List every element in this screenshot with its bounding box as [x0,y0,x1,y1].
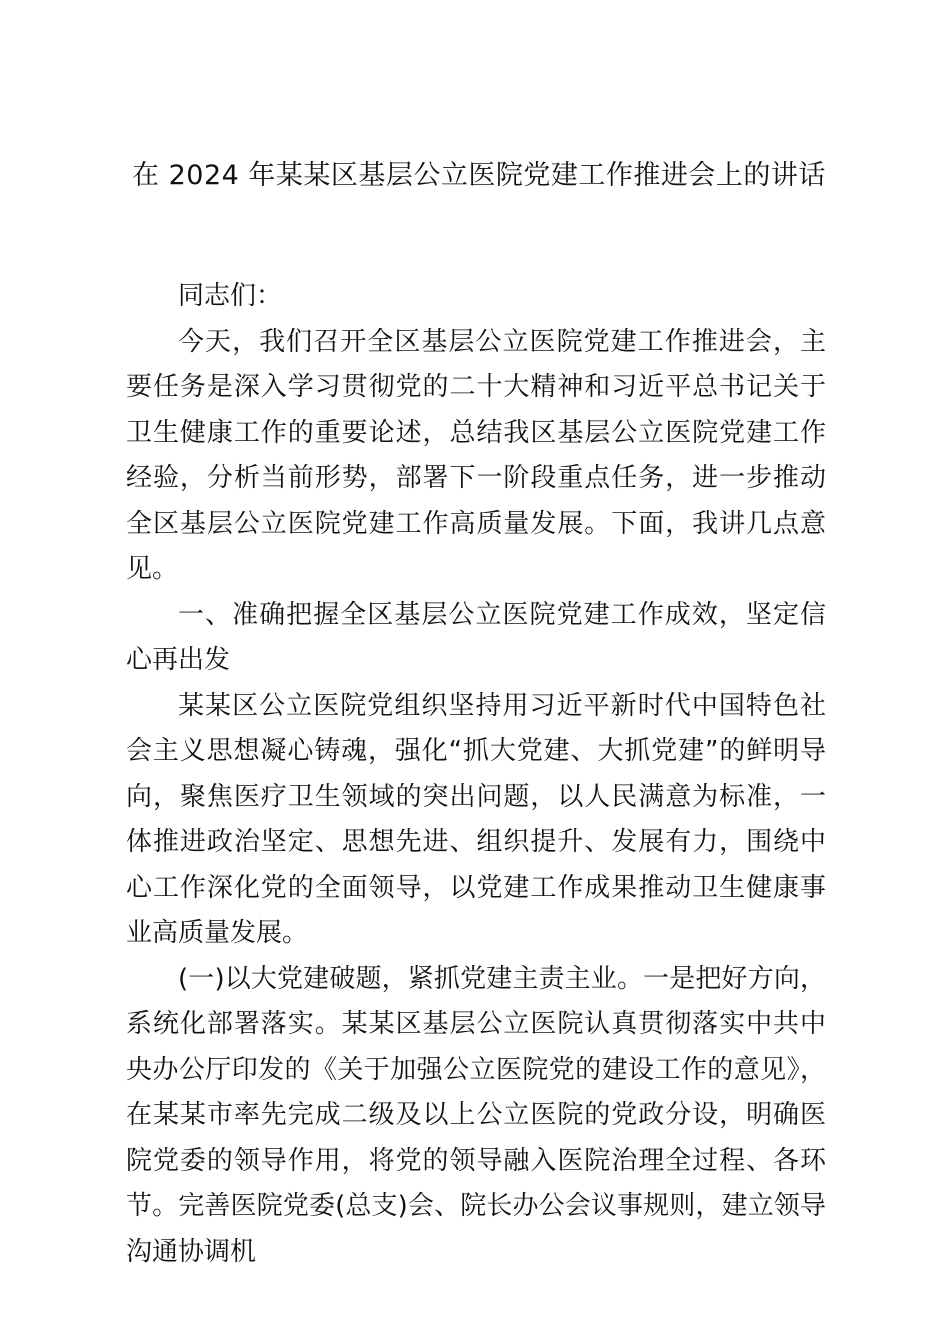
salutation: 同志们： [178,281,283,311]
document-title: 在 2024 年某某区基层公立医院党建工作推进会上的讲话 [132,160,826,191]
document-body [126,274,826,1275]
section-heading-1: 一、准确把握全区基层公立医院党建工作成效，坚定信心再出发 [126,599,826,675]
paragraph-subsection-1: (一)以大党建破题，紧抓党建主责主业。一是把好方向，系统化部署落实。某某区基层公立医院认真贯彻落实中共中央办公厅印发的《关于加强公立医院党的建设工作的意见》，在某某市率先完成二级及以上公立医院的党政分设，明确医院党委的领导作用，将党的领导融入医院治理全过程、各环节。完善医院党委(总支)会、院长办公会议事规则，建立领导沟通协调机 [126,963,826,1267]
paragraph-section-1: 某某区公立医院党组织坚持用习近平新时代中国特色社会主义思想凝心铸魂，强化“抓大党建、大抓党建”的鲜明导向，聚焦医疗卫生领域的突出问题，以人民满意为标准，一体推进政治坚定、思想先进、组织提升、发展有力，围绕中心工作深化党的全面领导，以党建工作成果推动卫生健康事业高质量发展。 [126,690,826,948]
paragraph-intro: 今天，我们召开全区基层公立医院党建工作推进会，主要任务是深入学习贯彻党的二十大精神和习近平总书记关于卫生健康工作的重要论述，总结我区基层公立医院党建工作经验，分析当前形势，部署下一阶段重点任务，进一步推动全区基层公立医院党建工作高质量发展。下面，我讲几点意见。 [126,326,826,584]
